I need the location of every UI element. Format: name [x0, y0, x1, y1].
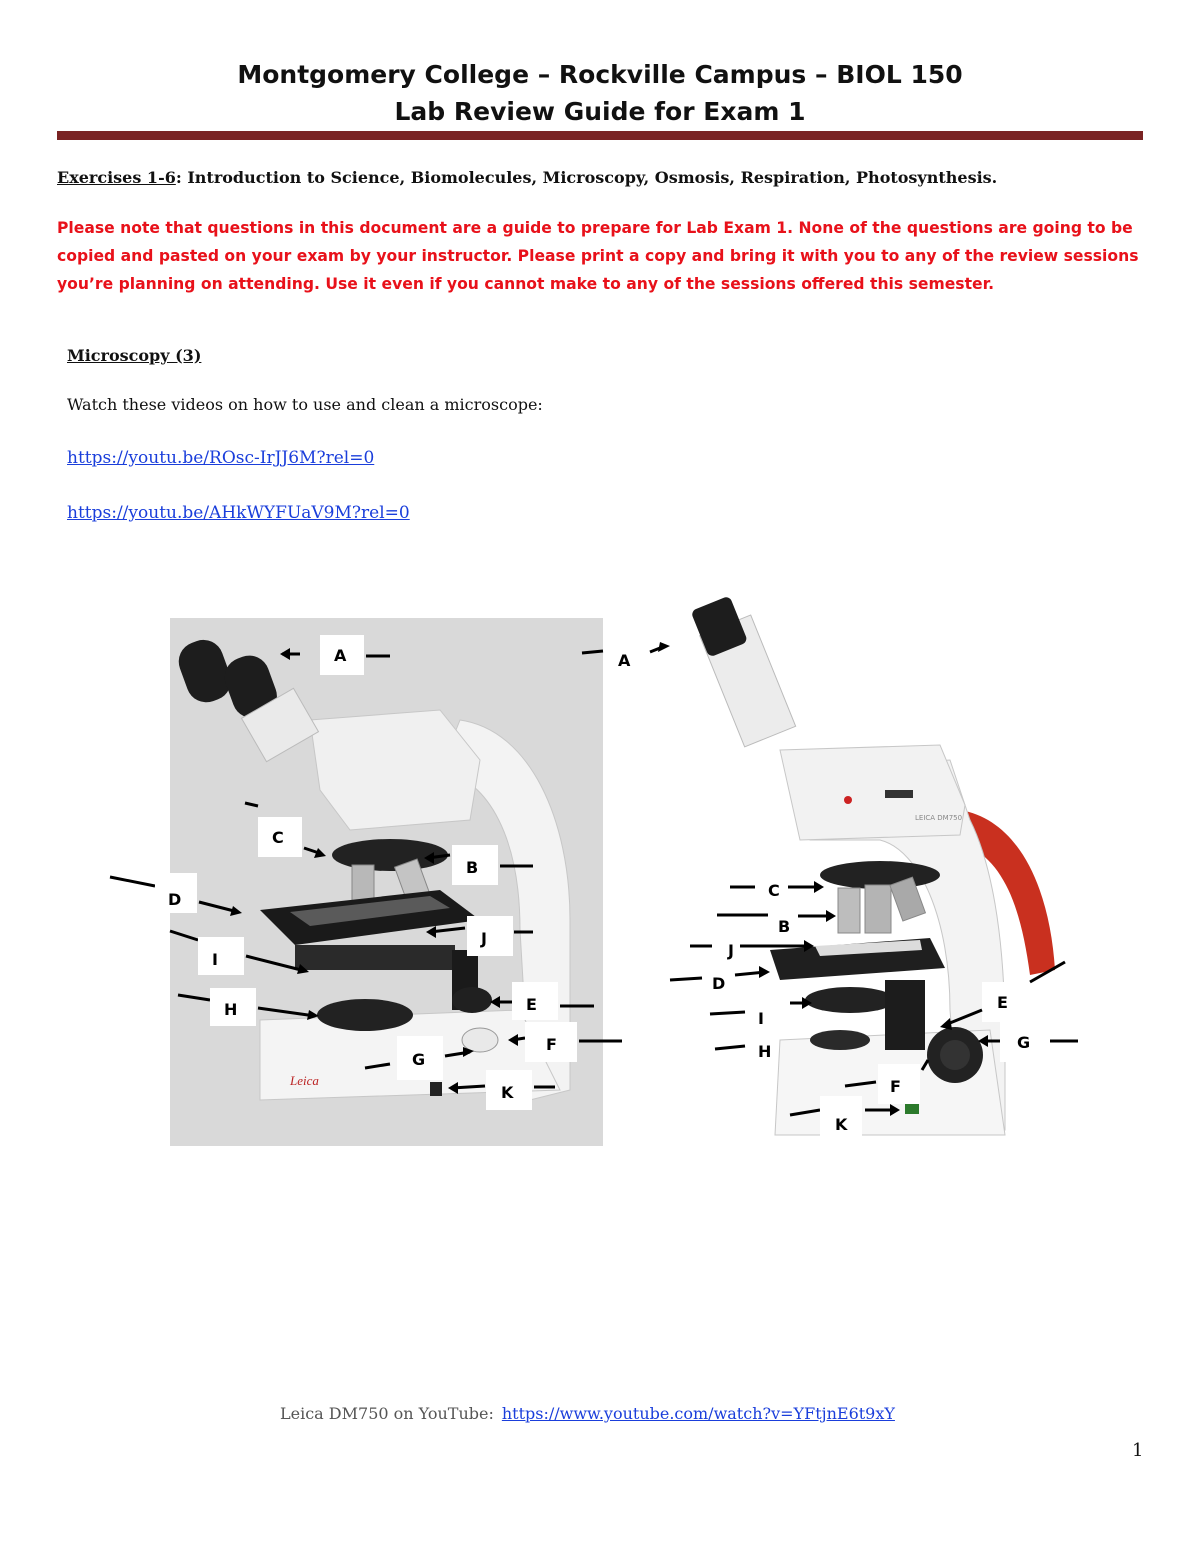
callout-h [715, 1042, 771, 1061]
condenser [317, 999, 413, 1031]
microscope-figure-left [100, 590, 640, 1160]
svg-text:A: A [334, 646, 347, 665]
svg-text:E: E [997, 993, 1008, 1012]
svg-text:C: C [768, 881, 780, 900]
head-slot [885, 790, 913, 798]
focus-column [885, 980, 925, 1050]
svg-text:F: F [546, 1035, 557, 1054]
fine-focus-knob [462, 1028, 498, 1052]
callout-f [508, 1022, 622, 1062]
svg-text:B: B [778, 917, 791, 936]
power-switch [430, 1082, 442, 1096]
footer-text: Leica DM750 on YouTube: [280, 1404, 494, 1423]
svg-text:D: D [712, 974, 726, 993]
exercises-line [57, 168, 997, 187]
light-source [810, 1030, 870, 1050]
video-link-2[interactable]: https://youtu.be/AHkWYFUaV9M?rel=0 [67, 503, 410, 523]
svg-text:H: H [758, 1042, 772, 1061]
objective-1 [838, 888, 860, 933]
svg-text:C: C [272, 828, 284, 847]
exercises-label: Exercises 1-6 [57, 168, 176, 187]
microscope-head [780, 745, 965, 840]
svg-text:J: J [728, 941, 734, 960]
footer [280, 1404, 895, 1423]
svg-text:A: A [618, 651, 631, 670]
svg-text:I: I [212, 950, 218, 969]
instructor-note: Please note that questions in this document are a guide to prepare for Lab Exam 1. None of the questions are going to be copied and pasted on your exam by your instructor. Please print a copy and bring it with you to any of the review sessions you’re planning on attending. Use it even if you cannot make to any of the sessions offered this semester. [57, 219, 1139, 293]
callout-b [717, 910, 836, 936]
svg-text:K: K [835, 1115, 848, 1134]
condenser [805, 987, 895, 1013]
svg-text:D: D [168, 890, 182, 909]
objective-2 [865, 885, 891, 933]
svg-text:I: I [758, 1009, 764, 1028]
header-rule [57, 131, 1143, 140]
stage-underside [295, 945, 455, 970]
callout-d [670, 966, 770, 993]
callout-i [710, 997, 812, 1028]
svg-text:F: F [890, 1077, 901, 1096]
svg-text:G: G [1017, 1033, 1031, 1052]
fine-focus-knob [940, 1040, 970, 1070]
document-title-line1: Montgomery College – Rockville Campus – BIOL 150 [237, 60, 963, 89]
page-number: 1 [1132, 1440, 1144, 1461]
svg-text:G: G [412, 1050, 426, 1069]
svg-text:J: J [481, 929, 487, 948]
section-heading: Microscopy (3) [67, 346, 202, 365]
section-instructions: Watch these videos on how to use and clean a microscope: [67, 395, 543, 414]
svg-text:E: E [526, 995, 537, 1014]
coarse-focus-knob [452, 987, 492, 1013]
svg-text:H: H [224, 1000, 238, 1019]
video-link-1[interactable]: https://youtu.be/ROsc-IrJJ6M?rel=0 [67, 448, 375, 468]
microscope-figure-right [618, 590, 1090, 1150]
callout-c [730, 881, 824, 900]
svg-text:B: B [466, 858, 479, 877]
brand-logo: Leica [290, 1073, 319, 1088]
model-label: LEICA DM750 [915, 814, 963, 822]
footer-youtube-link[interactable]: https://www.youtube.com/watch?v=YFtjnE6t9xY [501, 1404, 895, 1423]
indicator-light [844, 796, 852, 804]
svg-text:K: K [501, 1083, 514, 1102]
exercises-topics: : Introduction to Science, Biomolecules, Microscopy, Osmosis, Respiration, Photosynthesis. [175, 168, 998, 187]
document-title-line2: Lab Review Guide for Exam 1 [394, 97, 806, 126]
